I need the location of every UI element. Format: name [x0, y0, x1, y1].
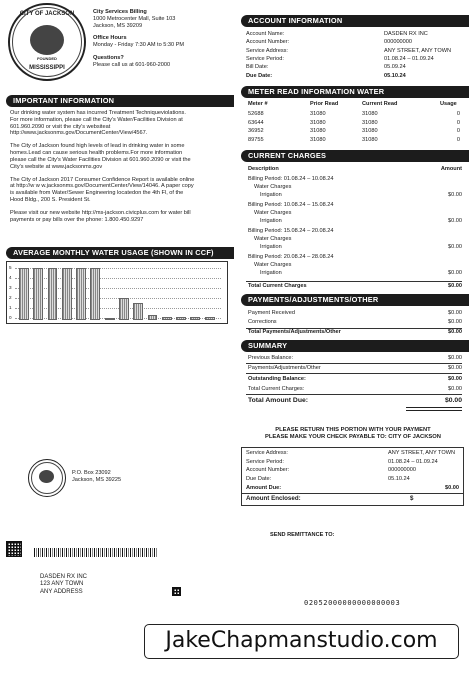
account-label: Due Date:: [246, 72, 273, 79]
charge-type: Water Charges: [254, 262, 292, 268]
info-line: 601.960.2090 or visit the city's websiteat: [10, 123, 111, 130]
remit-po-address: P.O. Box 23092 Jackson, MS 39225: [72, 470, 122, 483]
meter-cell: 31080: [362, 128, 378, 134]
chart-bar: [33, 268, 43, 320]
charge-period: Billing Period: 10.08.24 – 15.08.24: [248, 202, 334, 208]
meter-cell: 63644: [248, 119, 264, 126]
chart-bar: [76, 268, 86, 320]
remit-label: Due Date:: [246, 475, 272, 482]
charge-subtype: Irrigation: [260, 270, 282, 276]
meter-usage: 0: [456, 111, 460, 117]
account-value: 05.10.24: [384, 72, 406, 79]
charge-amount: $0.00: [448, 218, 462, 224]
meter-cell: 31080: [362, 111, 378, 117]
small-qr-code-icon: [172, 587, 181, 596]
meter-usage: 0: [456, 136, 460, 143]
send-remittance-label: SEND REMITTANCE TO:: [270, 532, 335, 538]
important-info-header: IMPORTANT INFORMATION: [6, 95, 234, 107]
meter-table: Meter # Prior Read Current Read Usage 52688 31080 31080 0 63644 31080 31080 0 36952 31080 31080 0 89755 31080 31080 0: [248, 101, 460, 143]
chart-gridline: [15, 278, 221, 279]
remit-label: Account Number:: [246, 467, 290, 473]
meter-cell: 31080: [310, 111, 326, 117]
chart-bar: [162, 317, 172, 320]
chart-bar: [133, 303, 143, 320]
account-info-table: [246, 31, 468, 83]
charge-type: Water Charges: [254, 210, 292, 216]
info-line: at http://w w w.jacksonms.gov/DocumentCenter/View/14046. A paper copy: [10, 183, 194, 190]
account-label: Account Name:: [246, 31, 285, 37]
current-charges-header: CURRENT CHARGES: [241, 150, 469, 162]
chart-y-tick: 5: [9, 265, 12, 270]
payments-header: PAYMENTS/ADJUSTMENTS/OTHER: [241, 294, 469, 306]
info-line: is available from Water/Sewer Engineering locatedon the 4th Fl, of the: [10, 190, 184, 197]
chart-y-tick: 1: [9, 305, 12, 310]
chart-y-tick: 3: [9, 285, 12, 290]
summary-table: Previous Balance: $0.00 Payments/Adjustments/Other $0.00 Outstanding Balance: $0.00 Total Current Charges: $0.00 Total Amount Due: $0.00: [246, 355, 462, 413]
charge-amount: $0.00: [448, 192, 462, 198]
account-value: DASDEN RX INC: [384, 31, 428, 37]
dept-name: City Services Billing: [93, 9, 147, 15]
account-value: 01.08.24 – 01.09.24: [384, 55, 434, 62]
meter-cell: 31080: [310, 128, 326, 134]
summary-header: SUMMARY: [241, 340, 469, 352]
meter-cell: 31080: [362, 119, 378, 126]
charge-period: Billing Period: 01.08.24 – 10.08.24: [248, 176, 334, 182]
city-seal-small-logo: [28, 459, 66, 497]
meter-cell: 31080: [310, 136, 326, 143]
remit-value: ANY STREET, ANY TOWN: [388, 450, 456, 456]
info-line: http://www.jacksonms.gov/DocumentCenter/View/4567.: [10, 130, 148, 137]
usage-chart: [6, 261, 228, 324]
postal-barcode: [34, 548, 158, 557]
charge-type: Water Charges: [254, 184, 292, 190]
chart-y-tick: 2: [9, 295, 12, 300]
chart-bar: [19, 268, 29, 320]
account-label: Service Period:: [246, 55, 284, 62]
important-info-text: [10, 110, 232, 223]
remit-label: Service Address:: [246, 450, 288, 456]
chart-bar: [62, 268, 72, 320]
charge-subtype: Irrigation: [260, 192, 282, 198]
billing-office-info: City Services Billing 1000 Metrocenter Mall, Suite 103 Jackson, MS 39209 Office Hours Monday - Friday 7:30 AM to 5:30 PM Questions? Please call us at 601-960-2000: [93, 9, 233, 69]
mailing-address: DASDEN RX INC 123 ANY TOWN ANY ADDRESS: [40, 574, 88, 595]
chart-y-tick: 4: [9, 275, 12, 280]
meter-cell: 31080: [362, 136, 378, 143]
meter-cell: 36952: [248, 128, 264, 134]
charge-amount: $0.00: [448, 244, 462, 250]
scan-line: 02052000000000000003: [304, 599, 401, 607]
charge-period: Billing Period: 15.08.24 – 20.08.24: [248, 228, 334, 234]
info-line: homes.Lead can cause serious health problems.For more information: [10, 150, 183, 157]
account-label: Service Address:: [246, 47, 288, 54]
charge-subtype: Irrigation: [260, 218, 282, 224]
chart-bar: [148, 315, 158, 320]
charge-type: Water Charges: [254, 236, 292, 242]
meter-cell: 31080: [310, 119, 326, 126]
account-label: Account Number:: [246, 39, 290, 46]
charge-period: Billing Period: 20.08.24 – 28.08.24: [248, 254, 334, 260]
chart-gridline: [15, 268, 221, 269]
chart-y-tick: 0: [9, 315, 12, 320]
remit-value: 000000000: [388, 467, 416, 473]
info-line: For more information, please call the City's Water/Facilities Division at: [10, 116, 183, 123]
info-line: The City of Jackson 2017 Consumer Confidence Report is available online: [10, 176, 195, 183]
account-info-header: ACCOUNT INFORMATION: [241, 15, 469, 27]
account-value: 000000000: [384, 39, 412, 46]
meter-read-header: METER READ INFORMATION WATER: [241, 86, 469, 98]
remit-label: Service Period:: [246, 458, 284, 465]
info-line: The City of Jackson found high levels of lead in drinking water in some: [10, 143, 185, 150]
payments-table: Payment Received $0.00 Corrections $0.00 Total Payments/Adjustments/Other $0.00: [248, 310, 462, 335]
info-line: City's website at www.jacksonms.gov: [10, 163, 103, 170]
chart-bar: [205, 317, 215, 320]
info-line: Our drinking water system has incurred Treatment Techniqueviolations.: [10, 110, 186, 116]
chart-bar: [119, 298, 129, 320]
chart-bar: [90, 268, 100, 320]
chart-bar: [105, 318, 115, 321]
usage-chart-header: AVERAGE MONTHLY WATER USAGE (SHOWN IN CCF): [6, 247, 234, 259]
chart-gridline: [15, 308, 221, 309]
remit-box: Service Address: ANY STREET, ANY TOWN Service Period: 01.08.24 – 01.09.24 Account Number: 000000000 Due Date: 05.10.24 Amount Due: $0.00 Amount Enclosed: $: [241, 447, 464, 506]
meter-usage: 0: [456, 119, 460, 126]
remit-instructions: PLEASE RETURN THIS PORTION WITH YOUR PAYMENT PLEASE MAKE YOUR CHECK PAYABLE TO: CITY OF JACKSON: [265, 427, 441, 441]
meter-usage: 0: [456, 128, 460, 134]
chart-gridline: [15, 288, 221, 289]
chart-bar: [190, 317, 200, 320]
charge-amount: $0.00: [448, 270, 462, 276]
account-label: Bill Date:: [246, 64, 269, 71]
info-line: payments or pay bills over the phone: 1.800.450.9297: [10, 216, 144, 223]
account-value: 05.09.24: [384, 64, 406, 71]
meter-cell: 89755: [248, 136, 264, 143]
qr-code-icon: [6, 541, 22, 557]
info-line: Hood Bldg., 200 S. President St.: [10, 196, 91, 203]
chart-bar: [48, 268, 58, 320]
chart-bar: [176, 317, 186, 320]
account-value: ANY STREET, ANY TOWN: [384, 47, 452, 54]
info-line: please call the City's Water Facilities Division at 601.960.2090 or visit the: [10, 156, 191, 163]
info-line: Please visit our new website http://ms-jackson.civicplus.com for water bill: [10, 209, 191, 216]
remit-value: 01.08.24 – 01.09.24: [388, 458, 438, 465]
studio-watermark: JakeChapmanstudio.com: [144, 624, 459, 659]
meter-cell: 52688: [248, 111, 264, 117]
remit-value: 05.10.24: [388, 475, 410, 482]
city-seal-logo: CITY OF JACKSON FOUNDED MISSISSIPPI: [8, 3, 86, 81]
chart-gridline: [15, 298, 221, 299]
charge-subtype: Irrigation: [260, 244, 282, 250]
current-charges-table: Description Amount Billing Period: 01.08.24 – 10.08.24 Water Charges Irrigation $0.00 Billing Period: 10.08.24 – 15.08.24 Water Charges Irrigation $0.00 Billing Period: 15.08.24 – 20.08.24 Water Charges Irrigation $0.00 Billing Period: 20.08.24 – 28.08.24 Water Charges Irrigation $0.00 Total Current Charges $0.00: [248, 166, 462, 289]
